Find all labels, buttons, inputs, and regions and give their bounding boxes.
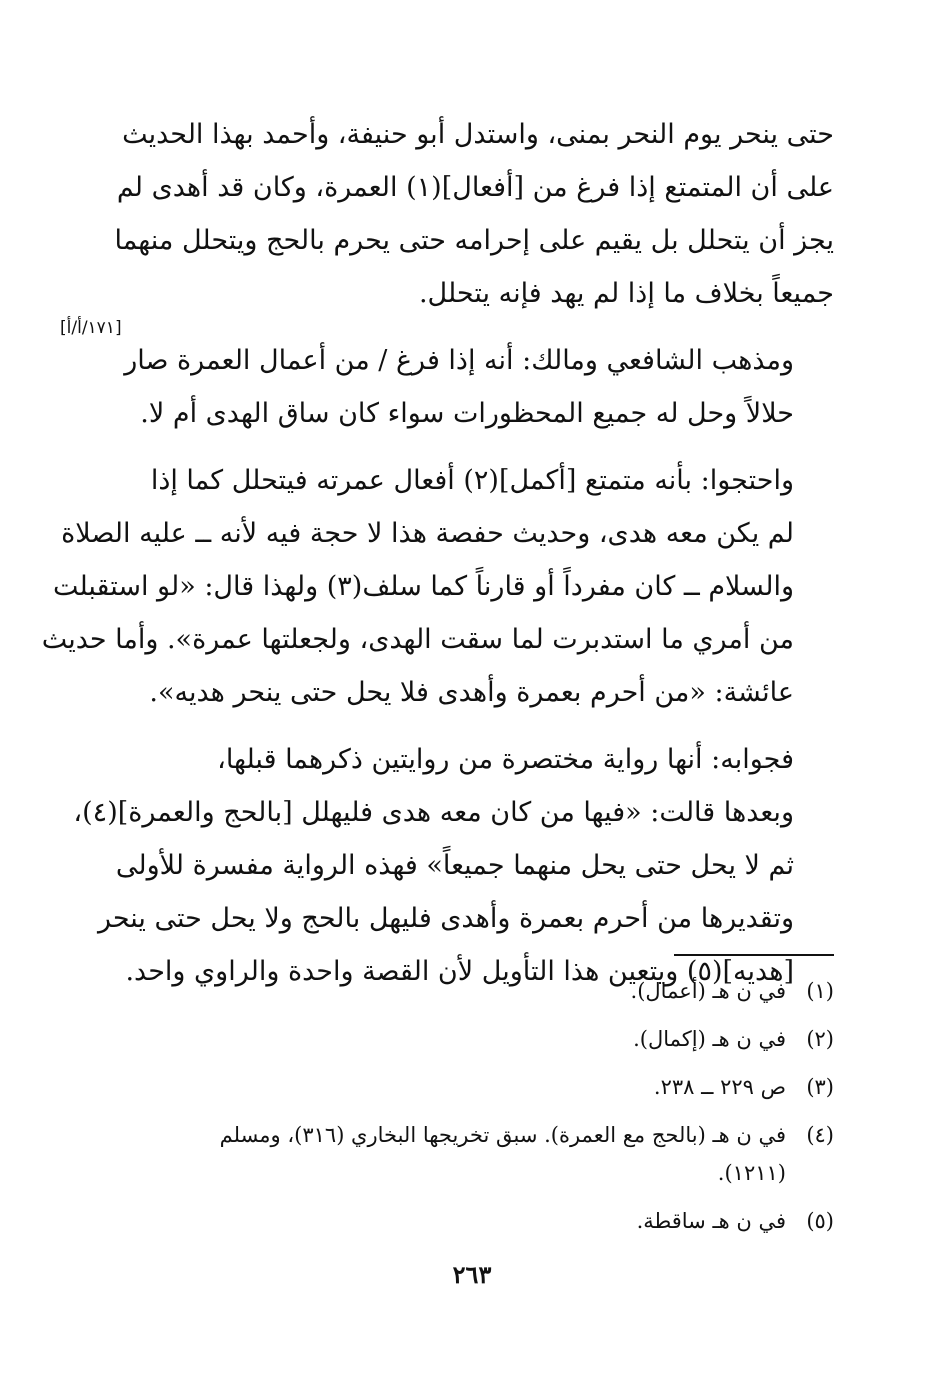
paragraph-4: [73, 733, 834, 998]
text-line: جميعاً بخلاف ما إذا لم يهد فإنه يتحلل.: [418, 278, 834, 309]
text-line: لم يكن معه هدى، وحديث حفصة هذا لا حجة فيه لأنه ــ عليه الصلاة: [61, 518, 794, 549]
footnote: [160, 1020, 834, 1058]
footnote-text: في ن هـ (بالحج مع العمرة). سبق تخريجها البخاري (٣١٦)، ومسلم (١٢١١).: [219, 1123, 786, 1185]
text-line: ومذهب الشافعي ومالك: أنه إذا فرغ / من أعمال العمرة صار: [124, 345, 794, 376]
footnote-number: (٢): [806, 1027, 834, 1051]
text-line: حلالاً وحل له جميع المحظورات سواء كان ساق الهدى أم لا.: [140, 398, 794, 429]
footnote-text: ص ٢٢٩ ــ ٢٣٨.: [653, 1075, 786, 1099]
text-line: عائشة: «من أحرم بعمرة وأهدى فلا يحل حتى ينحر هديه».: [149, 677, 794, 708]
footnote: [160, 1202, 834, 1240]
footnote-text: في ن هـ (أعمال).: [630, 979, 786, 1003]
footnote-number: (٣): [806, 1075, 834, 1099]
text-line: والسلام ــ كان مفرداً أو قارناً كما سلف(٣) ولهذا قال: «لو استقبلت: [52, 571, 794, 602]
text-line: ثم لا يحل حتى يحل منهما جميعاً» فهذه الرواية مفسرة للأولى: [115, 850, 794, 881]
manuscript-folio-reference: [١٧١/أ/أ]: [60, 318, 122, 338]
text-line: على أن المتمتع إذا فرغ من [أفعال](١) العمرة، وكان قد أهدى لم: [116, 172, 834, 203]
paragraph-2: [124, 334, 834, 440]
footnote-text: في ن هـ (إكمال).: [633, 1027, 786, 1051]
footnote: [160, 972, 834, 1010]
footnote-number: (٥): [806, 1209, 834, 1233]
paragraph-3: [41, 454, 834, 719]
text-line: فجوابه: أنها رواية مختصرة من روايتين ذكرهما قبلها،: [217, 744, 794, 775]
footnote-number: (٤): [806, 1123, 834, 1147]
footnote-number: (١): [806, 979, 834, 1003]
text-line: [هديه](٥) ويتعين هذا التأويل لأن القصة واحدة والراوي واحد.: [125, 956, 794, 987]
footnote-separator: [674, 954, 834, 956]
footnote-text: في ن هـ ساقطة.: [636, 1209, 786, 1233]
text-line: وبعدها قالت: «فيها من كان معه هدى فليهلل [بالحج والعمرة](٤)،: [73, 797, 794, 828]
text-line: من أمري ما استدبرت لما سقت الهدى، ولجعلتها عمرة». وأما حديث: [41, 624, 794, 655]
footnote: [160, 1116, 834, 1192]
text-line: واحتجوا: بأنه متمتع [أكمل](٢) أفعال عمرته فيتحلل كما إذا: [150, 465, 794, 496]
footnote: [160, 1068, 834, 1106]
text-line: حتى ينحر يوم النحر بمنى، واستدل أبو حنيفة، وأحمد بهذا الحديث: [122, 119, 834, 150]
text-line: يجز أن يتحلل بل يقيم على إحرامه حتى يحرم بالحج ويتحلل منهما: [114, 225, 834, 256]
text-line: وتقديرها من أحرم بعمرة وأهدى فليهل بالحج ولا يحل حتى ينحر: [97, 903, 794, 934]
paragraph-1: [114, 108, 834, 320]
footnotes: [160, 972, 834, 1250]
page-number: ٢٦٣: [452, 1260, 492, 1289]
